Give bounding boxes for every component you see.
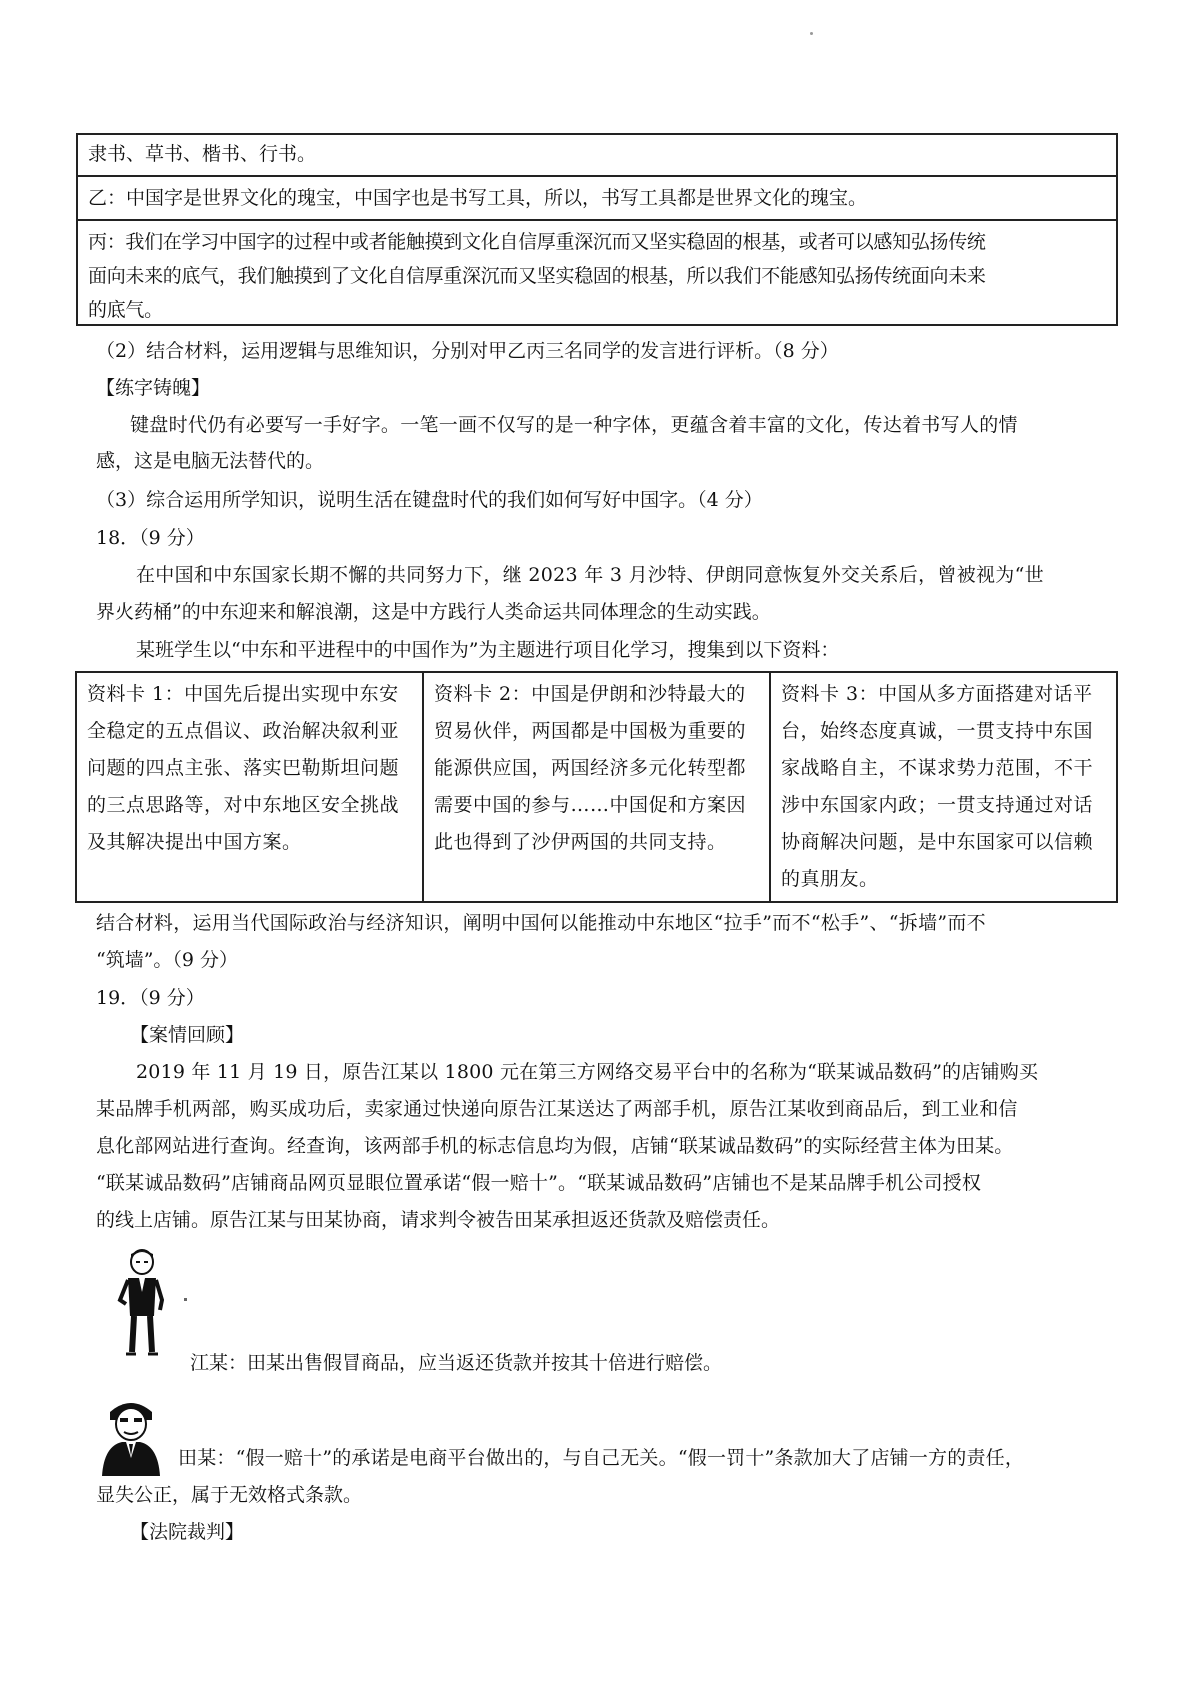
- row-text-line: 面向未来的底气，我们触摸到了文化自信厚重深沉而又坚实稳固的根基，所以我们不能感知弘扬传统面向未来: [88, 265, 986, 287]
- jiang-illustration: [112, 1248, 172, 1358]
- jiang-statement: 江某：田某出售假冒商品，应当返还货款并按其十倍进行赔偿。: [190, 1352, 723, 1374]
- row-text-line: 丙：我们在学习中国字的过程中或者能触摸到文化自信厚重深沉而又坚实稳固的根基，或者可以感知弘扬传统: [88, 231, 986, 253]
- resource-card-1: 资料卡 1：中国先后提出实现中东安全稳定的五点倡议、政治解决叙利亚问题的四点主张、落实巴勒斯坦问题的三点思路等，对中东地区安全挑战及其解决提出中国方案。: [87, 683, 400, 853]
- question-19-header: 19．（9 分）: [96, 987, 205, 1009]
- tian-statement-line: 显失公正，属于无效格式条款。: [96, 1484, 363, 1506]
- case-line: 息化部网站进行查询。经查询，该两部手机的标志信息均为假，店铺“联某诚品数码”的实际经营主体为田某。: [96, 1135, 1014, 1157]
- student-statements-table: [76, 133, 1118, 326]
- resource-cards-table: [75, 671, 1118, 903]
- table-row: [78, 135, 1116, 177]
- q18-para-line: 在中国和中东国家长期不懈的共同努力下，继 2023 年 3 月沙特、伊朗同意恢复外交关系后，曾被视为“世: [136, 564, 1044, 586]
- table-row: [78, 177, 1116, 221]
- question-3: （3）综合运用所学知识，说明生活在键盘时代的我们如何写好中国字。（4 分）: [96, 489, 763, 511]
- case-line: 的线上店铺。原告江某与田某协商，请求判令被告田某承担返还货款及赔偿责任。: [96, 1209, 781, 1231]
- case-line: 2019 年 11 月 19 日，原告江某以 1800 元在第三方网络交易平台中的名称为“联某诚品数码”的店铺购买: [136, 1061, 1039, 1083]
- question-18-header: 18．（9 分）: [96, 527, 205, 549]
- case-line: 某品牌手机两部，购买成功后，卖家通过快递向原告江某送达了两部手机，原告江某收到商品后，到工业和信: [96, 1098, 1018, 1120]
- q18-intro: 某班学生以“中东和平进程中的中国作为”为主题进行项目化学习，搜集到以下资料：: [136, 639, 840, 661]
- q18-question-line: “筑墙”。（9 分）: [96, 949, 239, 971]
- row-text-line: 的底气。: [88, 299, 163, 321]
- scan-mark: [184, 1298, 187, 1301]
- tian-statement-line: 田某：“假一赔十”的承诺是电商平台做出的，与自己无关。“假一罚十”条款加大了店铺一方的责任，: [178, 1447, 1025, 1469]
- q18-para-line: 界火药桶”的中东迎来和解浪潮，这是中方践行人类命运共同体理念的生动实践。: [96, 601, 771, 623]
- table-row: [78, 221, 1116, 331]
- row-text: 隶书、草书、楷书、行书。: [88, 143, 317, 165]
- section-heading-case: 【案情回顾】: [130, 1024, 245, 1046]
- section-heading-lianzi: 【练字铸魄】: [96, 377, 211, 399]
- scan-dot: [810, 32, 813, 35]
- resource-card-2: 资料卡 2：中国是伊朗和沙特最大的贸易伙伴，两国都是中国极为重要的能源供应国，两国经济多元化转型都需要中国的参与……中国促和方案因此也得到了沙伊两国的共同支持。: [422, 673, 769, 901]
- q18-question-line: 结合材料，运用当代国际政治与经济知识，阐明中国何以能推动中东地区“拉手”而不“松手”、“拆墙”而不: [96, 912, 986, 934]
- lianzi-text-line: 键盘时代仍有必要写一手好字。一笔一画不仅写的是一种字体，更蕴含着丰富的文化，传达着书写人的情: [130, 414, 1018, 436]
- case-line: “联某诚品数码”店铺商品网页显眼位置承诺“假一赔十”。“联某诚品数码”店铺也不是某品牌手机公司授权: [96, 1172, 982, 1194]
- row-text: 乙：中国字是世界文化的瑰宝，中国字也是书写工具，所以，书写工具都是世界文化的瑰宝。: [88, 187, 868, 209]
- section-heading-court: 【法院裁判】: [130, 1521, 245, 1543]
- question-2: （2）结合材料，运用逻辑与思维知识，分别对甲乙丙三名同学的发言进行评析。（8 分）: [96, 340, 839, 362]
- resource-card-3: 资料卡 3：中国从多方面搭建对话平台，始终态度真诚，一贯支持中东国家战略自主，不谋求势力范围，不干涉中东国家内政；一贯支持通过对话协商解决问题，是中东国家可以信赖的真朋友。: [769, 673, 1116, 901]
- lianzi-text-line: 感，这是电脑无法替代的。: [96, 450, 325, 472]
- tian-illustration: [96, 1398, 166, 1478]
